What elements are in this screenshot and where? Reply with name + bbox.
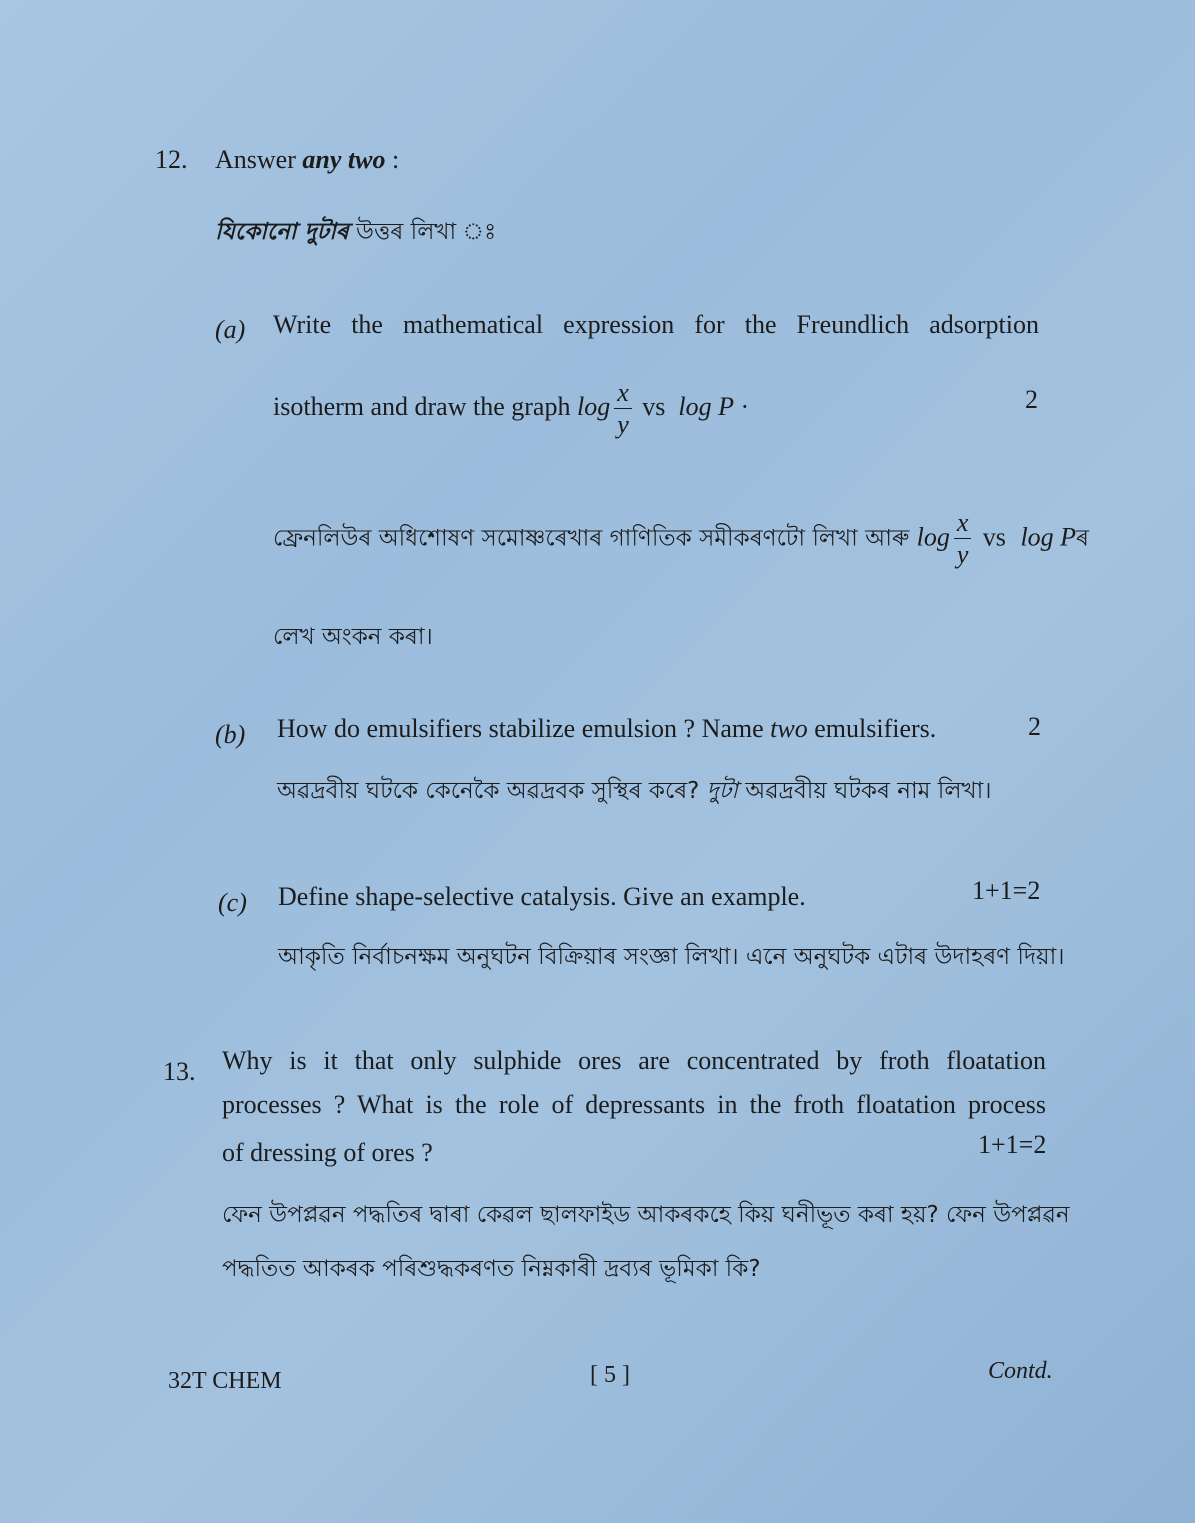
- q12-instruction-assamese: যিকোনো দুটাৰ উত্তৰ লিখা ঃ: [215, 219, 497, 245]
- q12b-marks: 2: [1028, 712, 1041, 741]
- q12c-label: (c): [218, 888, 247, 917]
- q13-number: 13.: [163, 1057, 196, 1086]
- q12c-text: Define shape-selective catalysis. Give an example.: [278, 882, 806, 911]
- q12a-marks: 2: [1025, 385, 1038, 414]
- fraction-x-over-y-assamese: $\frac{x}{y}$: [954, 510, 972, 568]
- q12a-line1: Write the mathematical expression for the Freundlich adsorption: [273, 310, 1039, 339]
- q12a-label: (a): [215, 315, 246, 344]
- q13-assamese-line1: ফেন উপপ্লৱন পদ্ধতিৰ দ্বাৰা কেৱল ছালফাইড আকৰকহে কিয় ঘনীভূত কৰা হয়? ফেন উপপ্লৱন: [222, 1202, 1070, 1228]
- q13-line3: of dressing of ores ?: [222, 1138, 433, 1167]
- q12-instruction: Answer any two :: [215, 145, 400, 174]
- q13-line2: processes ? What is the role of depressants in the froth floatation process: [222, 1090, 1046, 1119]
- q12b-label: (b): [215, 720, 246, 749]
- footer-paper-code: 32T CHEM: [168, 1368, 282, 1394]
- q12c-marks: 1+1=2: [972, 876, 1041, 905]
- fraction-x-over-y: $\frac{x}{y}$: [614, 380, 632, 438]
- q12a-assamese-line1: ফ্ৰেনলিউৰ অধিশোষণ সমোষ্ণৰেখাৰ গাণিতিক সমীকৰণটো লিখা আৰু log $\frac{x}{y}$ vs log Pৰ: [273, 508, 1089, 569]
- q13-line1: Why is it that only sulphide ores are concentrated by froth floatation: [222, 1046, 1046, 1075]
- q12b-text: How do emulsifiers stabilize emulsion ? Name two emulsifiers.: [277, 714, 937, 743]
- footer-page-number: [ 5 ]: [590, 1362, 630, 1388]
- q13-marks: 1+1=2: [978, 1130, 1047, 1159]
- q12a-line2: isotherm and draw the graph log $\frac{x}{y}$ vs log P ·: [273, 378, 750, 439]
- q12c-assamese: আকৃতি নিৰ্বাচনক্ষম অনুঘটন বিক্ৰিয়াৰ সংজ্ঞা লিখা। এনে অনুঘটক এটাৰ উদাহৰণ দিয়া।: [278, 944, 1065, 970]
- q12a-assamese-line2: লেখ অংকন কৰা।: [273, 624, 433, 650]
- q12b-assamese: অৱদ্ৰবীয় ঘটকে কেনেকৈ অৱদ্ৰবক সুস্থিৰ কৰে? দুটা অৱদ্ৰবীয় ঘটকৰ নাম লিখা।: [277, 778, 992, 804]
- q12-number: 12.: [155, 145, 188, 174]
- q13-assamese-line2: পদ্ধতিত আকৰক পৰিশুদ্ধকৰণত নিম্নকাৰী দ্ৰব্যৰ ভূমিকা কি?: [222, 1256, 761, 1282]
- footer-contd: Contd.: [988, 1358, 1053, 1384]
